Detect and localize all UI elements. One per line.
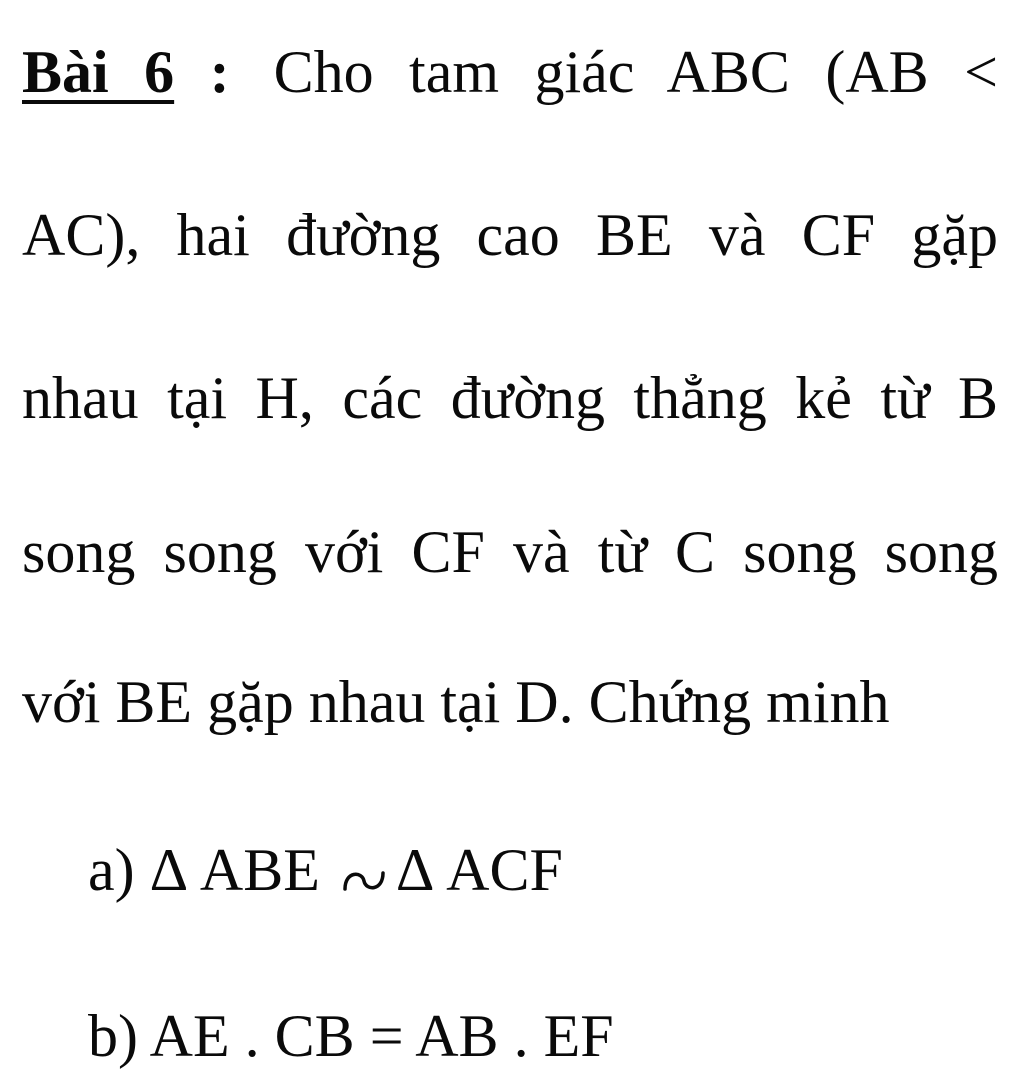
part-a-prefix: a): [88, 837, 135, 903]
part-a-right-triangle: Δ ACF: [395, 837, 563, 903]
problem-line-2: AC), hai đường cao BE và CF gặp: [22, 202, 998, 268]
part-b: b) AE . CB = AB . EF: [88, 1003, 614, 1069]
problem-text-line-1: Cho tam giác ABC (AB <: [273, 39, 998, 105]
problem-line-4: song song với CF và từ C song song: [22, 519, 998, 585]
part-a: [88, 837, 563, 906]
similar-icon: [342, 844, 386, 904]
problem-line-3: nhau tại H, các đường thẳng kẻ từ B: [22, 365, 998, 431]
problem-line-5: với BE gặp nhau tại D. Chứng minh: [22, 669, 890, 735]
problem-line-1: [22, 39, 998, 105]
problem-label-colon: :: [209, 39, 230, 105]
part-a-left-triangle: Δ ABE: [149, 837, 320, 903]
problem-label: Bài 6: [22, 39, 175, 105]
